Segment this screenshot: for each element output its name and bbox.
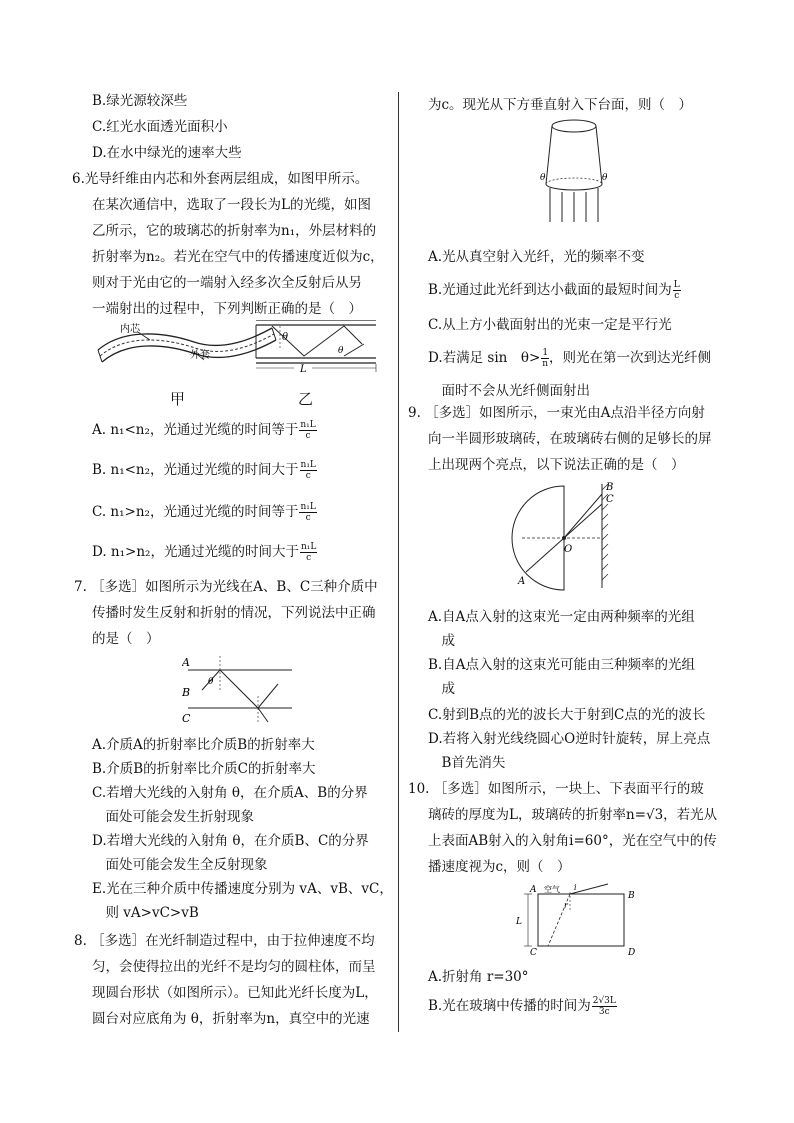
q6-stem-line: 乙所示，它的玻璃芯的折射率为n₁，外层材料的 — [92, 223, 377, 239]
q7-option-a: A.介质A的折射率比介质B的折射率大 — [92, 737, 315, 753]
incidence-angle-label: i — [574, 883, 577, 892]
q7-stem-line: 传播时发生反射和折射的情况，下列说法中正确 — [92, 605, 376, 621]
q9-option-d: D.若将入射光线绕圆心O逆时针旋转，屏上亮点 — [428, 731, 711, 747]
semicircle-figure — [502, 480, 622, 592]
q7-stem-line: 7. ［多选］如图所示为光线在A、B、C三种介质中 — [74, 579, 378, 595]
q6-stem-line: 折射率为n₂。若光在空气中的传播速度近似为c， — [92, 249, 384, 265]
q7-option-d-cont: 面处可能会发生全反射现象 — [92, 857, 268, 873]
q9-stem-line: 9. ［多选］如图所示，一束光由A点沿半径方向射 — [408, 405, 705, 421]
q6-stem-line: 6.光导纤维由内芯和外套两层组成，如图甲所示。 — [72, 171, 369, 187]
q8-option-a: A.光从真空射入光纤，光的频率不变 — [428, 249, 645, 265]
q7-option-e-cont: 则 vA>vC>vB — [92, 905, 199, 921]
fraction-denominator: c — [305, 471, 311, 481]
medium-b-label: B — [182, 686, 191, 699]
q10-stem-line: 璃砖的厚度为L，玻璃砖的折射率n=√3，若光从 — [428, 807, 718, 823]
option-text: C. n₁>n₂，光通过光缆的时间等于 — [92, 504, 299, 520]
option-text: A. n₁<n₂，光通过光缆的时间等于 — [92, 422, 299, 438]
option-text: B.光在玻璃中传播的时间为 — [428, 998, 591, 1014]
q9-stem-line: 向一半圆形玻璃砖，在玻璃砖右侧的足够长的屏 — [428, 431, 712, 447]
fraction-numerator: 2√3L — [592, 996, 616, 1006]
corner-d-label: D — [628, 948, 636, 958]
q5-option-c: C.红光水面透光面积小 — [92, 119, 228, 135]
fraction-denominator: c — [674, 291, 680, 301]
q9-stem-line: 上出现两个亮点，以下说法正确的是（ ） — [428, 457, 685, 473]
q6-option-c — [92, 502, 317, 523]
q10-stem-line: 上表面AB射入的入射角i=60°，光在空气中的传 — [428, 833, 717, 849]
q8-stem-line: 8. ［多选］在光纤制造过程中，由于拉伸速度不均 — [74, 933, 375, 949]
fraction-denominator: 3c — [598, 1007, 610, 1017]
corner-c-label: C — [530, 948, 537, 958]
q6-option-a — [92, 420, 317, 441]
option-text: D. n₁>n₂，光通过光缆的时间大于 — [92, 544, 299, 560]
fraction-numerator: n₁L — [300, 502, 316, 512]
fraction-denominator: c — [306, 553, 312, 563]
fraction-numerator: 1 — [542, 348, 549, 358]
q8-option-c: C.从上方小截面射出的光束一定是平行光 — [428, 317, 672, 333]
q7-option-c-cont: 面处可能会发生折射现象 — [92, 809, 254, 825]
q10-stem-line: 10. ［多选］如图所示，一块上、下表面平行的玻 — [408, 781, 704, 797]
center-o-label: O — [564, 544, 573, 555]
point-c-label: C — [606, 494, 614, 505]
corner-b-label: B — [628, 891, 635, 901]
q8-option-d-cont: 面时不会从光纤侧面射出 — [428, 383, 590, 399]
theta-label: θ — [208, 677, 214, 687]
point-a-label: A — [518, 576, 526, 587]
option-text: B.光通过此光纤到达小截面的最短时间为 — [428, 282, 672, 298]
q8-option-b — [428, 280, 681, 301]
media-figure — [182, 650, 302, 726]
q9-option-b: B.自A点入射的这束光可能由三种频率的光组 — [428, 657, 695, 673]
figure-caption-yi: 乙 — [298, 390, 314, 408]
q6-option-d — [92, 542, 317, 563]
option-text: D.若满足 sin θ> — [428, 350, 541, 366]
q8-stem-line: 现圆台形状（如图所示）。已知此光纤长度为L， — [92, 985, 378, 1001]
core-label: 内芯 — [120, 324, 140, 335]
q5-option-d: D.在水中绿光的速率大些 — [92, 145, 242, 161]
q6-stem-line: 在某次通信中，选取了一段长为L的光缆，如图 — [92, 197, 371, 213]
air-label: 空气 — [544, 885, 560, 894]
theta-label: θ — [540, 173, 546, 183]
figure-caption-jia: 甲 — [170, 390, 186, 408]
fiber-figure — [94, 320, 384, 382]
q6-stem-line: 则对于光由它的一端射入经多次全反射后从另 — [92, 275, 362, 291]
q5-option-b: B.绿光源较深些 — [92, 93, 188, 109]
refraction-angle-label: r — [564, 901, 568, 910]
fraction-numerator: n₁L — [300, 542, 317, 552]
fraction-denominator: c — [305, 431, 311, 441]
q7-stem-line: 的是（ ） — [92, 631, 160, 647]
corner-a-label: A — [530, 885, 537, 895]
fraction-denominator: n — [542, 359, 549, 369]
fiber-cone-figure — [538, 116, 610, 226]
medium-a-label: A — [182, 656, 190, 669]
q9-option-a-cont: 成 — [428, 633, 455, 649]
q10-stem-line: 播速度视为c，则（ ） — [428, 859, 571, 875]
fraction-numerator: n₁L — [300, 460, 316, 470]
fraction-numerator: n₁L — [300, 420, 316, 430]
q9-option-c: C.射到B点的光的波长大于射到C点的光的波长 — [428, 707, 706, 723]
jacket-label: 外套 — [190, 350, 210, 361]
q8-stem-cont: 为c。现光从下方垂直射入下台面，则（ ） — [428, 97, 693, 113]
theta-label: θ — [602, 173, 608, 183]
q9-option-d-cont: B首先消失 — [428, 755, 506, 771]
q8-stem-line: 匀，会使得拉出的光纤不是均匀的圆柱体，而呈 — [92, 959, 376, 975]
q10-option-b — [428, 996, 617, 1017]
q7-option-d: D.若增大光线的入射角 θ，在介质B、C的分界 — [92, 833, 369, 849]
q7-option-b: B.介质B的折射率比介质C的折射率大 — [92, 761, 316, 777]
thickness-label: L — [516, 917, 522, 927]
q8-stem-line: 圆台对应底角为 θ，折射率为n，真空中的光速 — [92, 1011, 370, 1027]
glass-slab-figure — [508, 882, 644, 958]
fraction-denominator: c — [305, 513, 311, 523]
q6-stem-line: 一端射出的过程中，下列判断正确的是（ ） — [92, 301, 362, 317]
q10-option-a: A.折射角 r=30° — [428, 969, 529, 985]
medium-c-label: C — [182, 712, 191, 725]
theta-label: θ — [338, 346, 344, 356]
q6-option-b — [92, 460, 317, 481]
q9-option-b-cont: 成 — [428, 681, 455, 697]
option-text: B. n₁<n₂，光通过光缆的时间大于 — [92, 462, 299, 478]
column-divider — [398, 92, 399, 1032]
option-text: ，则光在第一次到达光纤侧 — [549, 350, 712, 366]
q7-option-e: E.光在三种介质中传播速度分别为 vA、vB、vC， — [92, 881, 393, 897]
fraction-numerator: L — [673, 280, 680, 290]
theta-label: θ — [282, 332, 289, 343]
q7-option-c: C.若增大光线的入射角 θ，在介质A、B的分界 — [92, 785, 368, 801]
point-b-label: B — [606, 482, 614, 493]
length-label: L — [300, 364, 307, 375]
q9-option-a: A.自A点入射的这束光一定由两种频率的光组 — [428, 609, 695, 625]
q8-option-d — [428, 348, 711, 369]
